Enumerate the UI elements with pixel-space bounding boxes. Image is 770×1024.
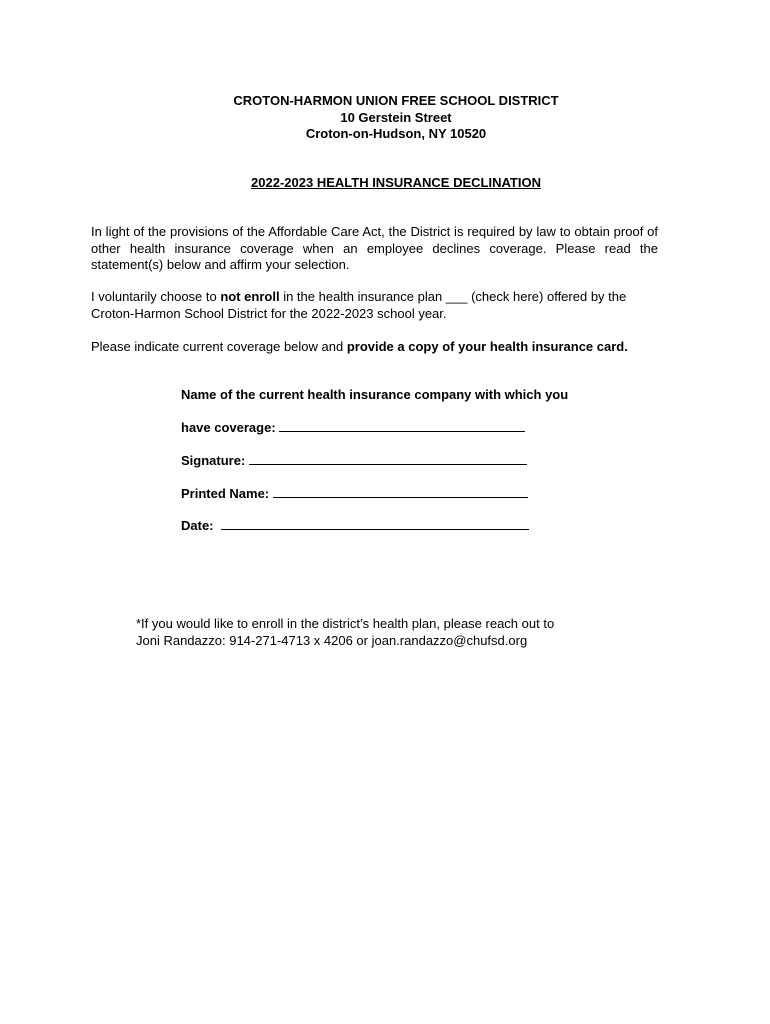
declination-text-pre: I voluntarily choose to <box>91 289 221 304</box>
document-title: 2022-2023 HEALTH INSURANCE DECLINATION <box>251 175 541 190</box>
coverage-text-pre: Please indicate current coverage below and <box>91 339 347 354</box>
enrollment-footnote <box>136 616 554 649</box>
district-street: 10 Gerstein Street <box>340 109 452 125</box>
signature-input-line[interactable] <box>249 453 527 465</box>
district-header <box>0 93 770 143</box>
district-city: Croton-on-Hudson, NY 10520 <box>305 126 487 141</box>
company-label: have coverage <box>181 420 272 435</box>
footnote-line2: Joni Randazzo: 914-271-4713 x 4206 or joan.randazzo@chufsd.org <box>136 632 528 648</box>
printed-name-label: Printed Name: <box>181 486 270 501</box>
date-field <box>181 518 529 533</box>
declination-text-bold: not enroll <box>220 289 280 304</box>
declination-statement <box>91 289 658 322</box>
signature-field <box>181 453 527 468</box>
company-input-line[interactable] <box>279 420 525 432</box>
printed-name-field <box>181 486 528 501</box>
district-name: CROTON-HARMON UNION FREE SCHOOL DISTRICT <box>233 93 559 108</box>
coverage-instructions <box>91 339 658 356</box>
date-label: Date: <box>181 518 214 533</box>
declination-text-post: in the health insurance plan ___ (check here) offered by the Croton-Harmon School District for the 2022-2023 school year. <box>91 289 627 321</box>
intro-paragraph: In light of the provisions of the Affordable Care Act, the District is required by law to obtain proof of other health insurance coverage when an employee declines coverage. Please read the statement(s) below and affirm your selection. <box>91 224 658 272</box>
coverage-text-bold: provide a copy of your health insurance card. <box>346 339 628 354</box>
footnote-line1: *If you would like to enroll in the district’s health plan, please reach out to <box>136 616 555 631</box>
company-field: have coverage: <box>181 420 525 435</box>
printed-name-input-line[interactable] <box>273 486 528 498</box>
signature-label: Signature: <box>181 453 246 468</box>
date-input-line[interactable] <box>221 518 529 530</box>
company-label-line1: Name of the current health insurance company with which you <box>181 387 569 402</box>
